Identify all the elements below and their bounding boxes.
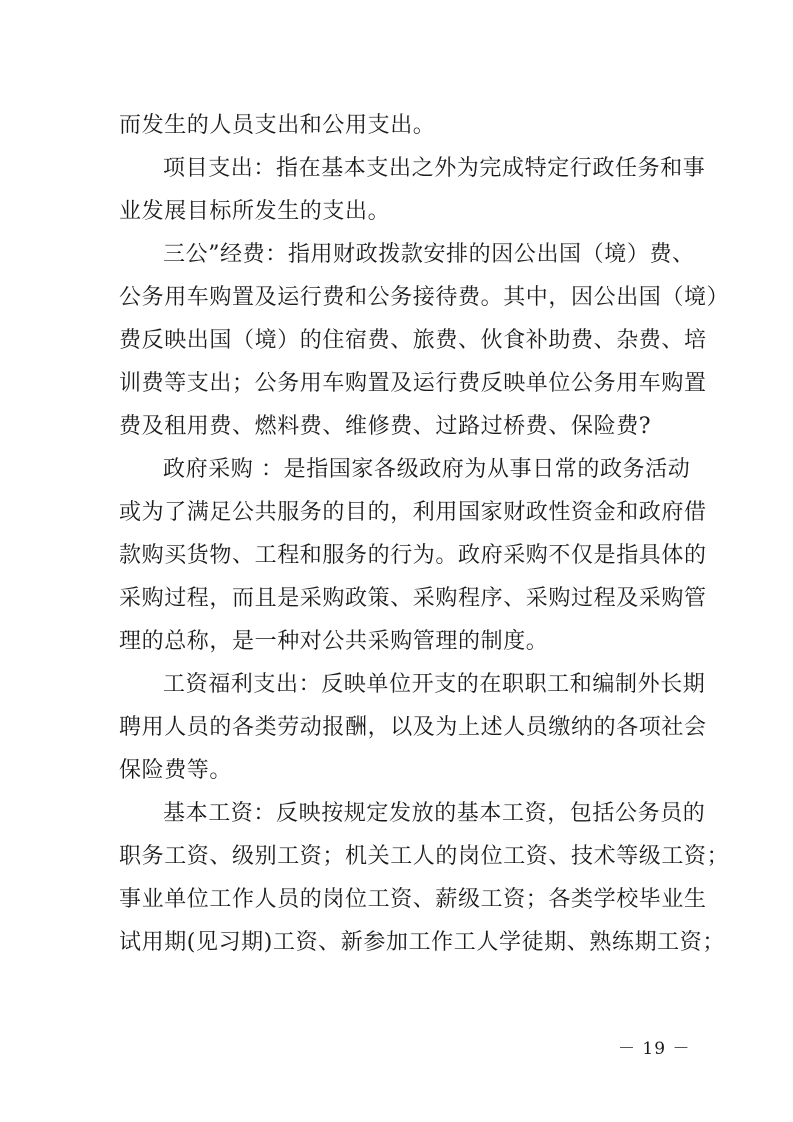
text-line: 保险费等。 [119,758,233,783]
paragraph-project-expenditure: 项目支出：指在基本支出之外为完成特定行政任务和事 [163,156,706,181]
text-line: 职务工资、级别工资；机关工人的岗位工资、技术等级工资； [119,844,730,869]
text-line: 训费等支出；公务用车购置及运行费反映单位公务用车购置 [119,371,707,396]
body-text [119,104,730,964]
paragraph-government-procurement: 政府采购 ：是指国家各级政府为从事日常的政务活动 [163,457,691,482]
text-line: 费反映出国（境）的住宿费、旅费、伙食补助费、杂费、培 [119,328,707,353]
text-line: 而发生的人员支出和公用支出。 [119,113,436,138]
paragraph-three-public-expenses: 三公”经费：指用财政拨款安排的因公出国（境）费、 [163,242,695,267]
text-line: 款购买货物、工程和服务的行为。政府采购不仅是指具体的 [119,543,707,568]
text-line: 费及租用费、燃料费、维修费、过路过桥费、保险费? [119,414,652,439]
text-line: 公务用车购置及运行费和公务接待费。其中，因公出国（境） [119,285,730,310]
text-line: 采购过程，而且是采购政策、采购程序、采购过程及采购管 [119,586,707,611]
text-line: 业发展目标所发生的支出。 [119,199,391,224]
text-line: 试用期(见习期)工资、新参加工作工人学徒期、熟练期工资； [119,930,725,955]
text-line: 事业单位工作人员的岗位工资、薪级工资；各类学校毕业生 [119,887,707,912]
text-line: 或为了满足公共服务的目的，利用国家财政性资金和政府借 [119,500,707,525]
text-line: 聘用人员的各类劳动报酬，以及为上述人员缴纳的各项社会 [119,715,707,740]
paragraph-basic-salary: 基本工资：反映按规定发放的基本工资，包括公务员的 [163,801,706,826]
paragraph-salary-welfare: 工资福利支出：反映单位开支的在职职工和编制外长期 [163,672,706,697]
text-line: 理的总称，是一种对公共采购管理的制度。 [119,629,549,654]
page-number: － 19 － [618,1039,691,1059]
